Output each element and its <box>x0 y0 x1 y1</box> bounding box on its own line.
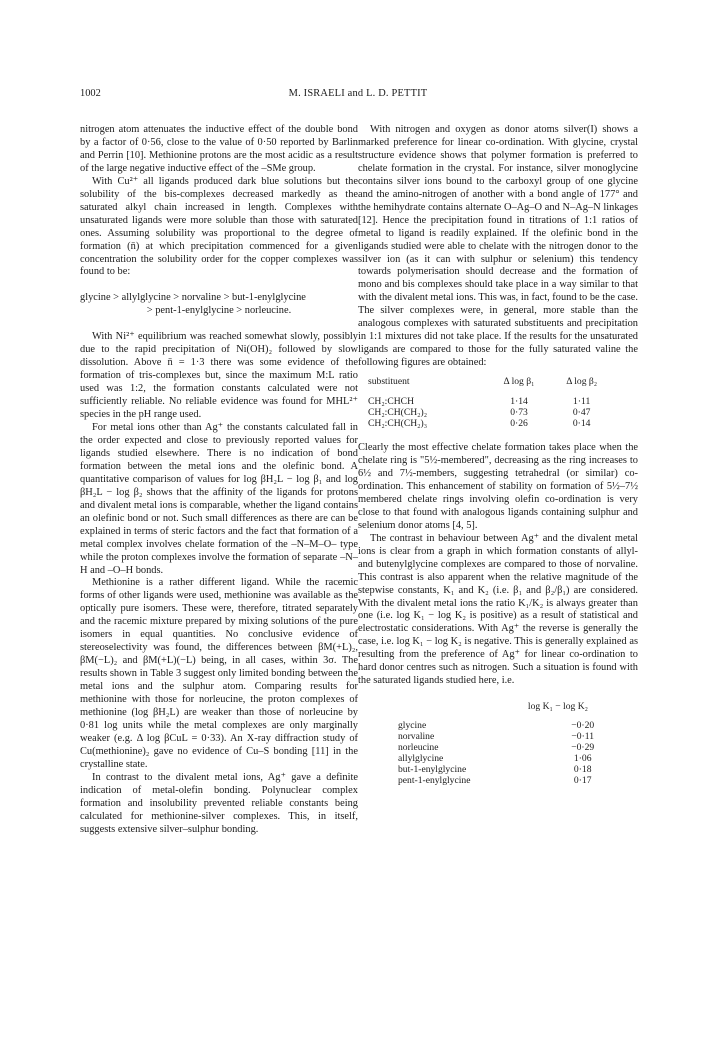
paragraph: With Cu²⁺ all ligands produced dark blue solutions but the solubility of the bis-complexes decreased markedly as the saturated alkyl chain increased in length. Complexes with unsaturated ligands were more soluble than those with saturated ones. Assuming solubility was proportional to the degree of formation (n̄) at which precipitation commenced for a given concentration the solubility order for the copper complexes was found to be: <box>80 175 358 278</box>
paragraph: Clearly the most effective chelate formation takes place when the chelate ring is "5½-membered", decreasing as the ring increases to 6½ and 7½-members, suggesting tetrahedral (or similar) co-ordination. This enhancement of stability on formation of 5½–7½ membered chelate rings involving olefin co-ordination is very close to that found with analogous ligands containing sulphur and selenium donor atoms [4, 5]. <box>358 442 638 531</box>
right-column <box>358 124 638 786</box>
table-cell: 0·26 <box>510 418 528 430</box>
table-cell: 0·17 <box>573 775 592 787</box>
table-row <box>398 753 608 764</box>
table-cell: 1·11 <box>573 396 591 408</box>
table-cell: CH₂:CH(CH₂)₂ <box>368 407 428 419</box>
table-row <box>398 775 608 786</box>
table-cell: 0·18 <box>573 764 592 776</box>
solubility-series-line-2: > pent-1-enylglycine > norleucine. <box>146 305 292 317</box>
running-title: M. ISRAELI and L. D. PETTIT <box>288 88 428 99</box>
solubility-series-line-1: glycine > allylglycine > norvaline > but-1-enylglycine <box>80 292 306 304</box>
table-cell: −0·20 <box>571 720 595 732</box>
paragraph: In contrast to the divalent metal ions, Ag⁺ gave a definite indication of metal-olefin bonding. Polynuclear complex formation and insolubility prevented reliable constants being calculated for methionine-silver complexes. This, in itself, suggests extensive silver–sulphur bonding. <box>80 771 358 835</box>
table-cell: but-1-enylglycine <box>398 764 467 776</box>
left-column <box>80 124 358 837</box>
table-cell: CH₂:CHCH <box>368 396 414 408</box>
page-header <box>80 88 636 102</box>
table-cell: pent-1-enylglycine <box>398 775 471 787</box>
table-header-cell: substituent <box>368 376 410 388</box>
paragraph: nitrogen atom attenuates the inductive effect of the double bond by a factor of 0·56, close to the value of 0·50 reported by Barlin and Perrin [10]. Methionine protons are the most acidic as a result of the large negative inductive effect of the –SMe group. <box>80 124 358 174</box>
page-number: 1002 <box>80 88 101 99</box>
table-header-row <box>398 701 608 720</box>
table-row <box>398 764 608 775</box>
table-cell: 0·47 <box>572 407 591 419</box>
table-cell: norleucine <box>398 742 439 754</box>
table-header-cell: log K₁ − log K₂ <box>527 701 588 713</box>
table-cell: −0·29 <box>571 742 595 754</box>
table-cell: CH₂:CH(CH₂)₃ <box>368 418 428 430</box>
table-cell: norvaline <box>398 731 435 743</box>
table-cell: glycine <box>398 720 427 732</box>
stability-difference-table <box>368 376 613 429</box>
table-cell: 0·14 <box>572 418 591 430</box>
paragraph: The contrast in behaviour between Ag⁺ and the divalent metal ions is clear from a graph in which formation constants of allyl- and butenylglycine complexes are compared to those of norvaline. This contrast is also apparent when the relative magnitude of the stepwise constants, K₁ and K₂ (i.e. β₁ and β₂/β₁) are considered. With the divalent metal ions the ratio K₁/K₂ is always greater than one (i.e. log K₁ − log K₂ is positive) as a result of statistical and electrostatic considerations. With Ag⁺ the reverse is generally the case, i.e. log K₁ − log K₂ is negative. This is generally explained as resulting from the preference of Ag⁺ for linear co-ordination to hard donor centres such as nitrogen. Such a situation is found with the saturated ligands studied here, i.e. <box>358 532 638 687</box>
paragraph: Methionine is a rather different ligand. While the racemic forms of other ligands were used, methionine was available as the optically pure isomers. These were, therefore, titrated separately and the racemic mixture prepared by mixing solutions of the pure isomers in equal quantities. No conclusive evidence of stereoselectivity was found, the differences between βM(+L)₂, βM(−L)₂ and βM(+L)(−L) being, in all cases, within 3σ. The results shown in Table 3 suggest only limited bonding between the metal ions and the sulphur atom. Comparing results for methionine with those for norleucine, the proton complexes of methionine (log βH₂L) are weaker than those of norleucine by 0·81 log units while the metal complexes are only marginally weaker (e.g. Δ log βCuL = 0·33). An X-ray diffraction study of Cu(methionine)₂ gave no evidence of Cu–S bonding [11] in the crystalline state. <box>80 577 358 770</box>
table-header-cell: Δ log β₁ <box>503 376 535 388</box>
table-cell: 0·73 <box>510 407 528 419</box>
table-cell: 1·14 <box>510 396 528 408</box>
table-row <box>368 418 613 429</box>
table-row <box>368 396 613 407</box>
table-cell: 1·06 <box>573 753 592 765</box>
paragraph: For metal ions other than Ag⁺ the constants calculated fall in the order expected and close to previously reported values for ligands studied elsewhere. There is no indication of bond formation between the metal ions and the olefinic bond. A quantitative comparison of values for log βH₂L − log β₁ and log βH₂L − log β₂ shows that the affinity of the ligands for protons and divalent metal ions is comparable, whether the ligand contains an olefinic bond or not. Such small differences as there are can be explained in terms of steric factors and the fact that formation of a metal complex involves chelate formation of the –N–M–O– type while the proton complexes involve the formation of separate –N–H and –O–H bonds. <box>80 422 358 576</box>
paragraph: With nitrogen and oxygen as donor atoms silver(I) shows a marked preference for linear co-ordination. With glycine, crystal structure evidence shows that polymer formation is preferred to chelate formation in the crystal. For instance, silver monoglycine contains silver ions bound to the carboxyl group of one glycine and the amino-nitrogen of another with a bond angle of 177° and the hemihydrate contains alternate O–Ag–O and N–Ag–N linkages [12]. Hence the precipitation found in titrations of 1:1 ratios of metal to ligand is readily explained. If the olefinic bond in the ligands studied were able to chelate with the nitrogen donor to the silver ion (as it can with sulphur or selenium) this tendency towards polymerisation should decrease and the formation of mono and bis complexes should take place in a way similar to that with the divalent metal ions. This was, in fact, found to be the case. The silver complexes were, in general, more stable than the analogous complexes with saturated substituents and precipitation in 1:1 mixtures did not take place. If the results for the unsaturated ligands are compared to those for the fully saturated valine the following figures are obtained: <box>358 124 638 369</box>
table-row <box>398 731 608 742</box>
table-header-row <box>368 376 613 396</box>
table-row <box>398 720 608 731</box>
table-header-cell: Δ log β₂ <box>566 376 598 388</box>
table-row <box>398 742 608 753</box>
table-cell: −0·11 <box>571 731 595 743</box>
paragraph: With Ni²⁺ equilibrium was reached somewhat slowly, possibly due to the rapid precipitation of Ni(OH)₂ followed by slow dissolution. Above n̄ = 1·3 there was some evidence of the formation of tris-complexes but, since the maximum M:L ratio used was 1:2, the formation constants calculated were not sufficiently reliable. No reliable evidence was found for MHL²⁺ species in the pH range used. <box>80 331 358 421</box>
stepwise-constants-table <box>398 701 608 786</box>
table-row <box>368 407 613 418</box>
table-cell: allylglycine <box>398 753 444 765</box>
